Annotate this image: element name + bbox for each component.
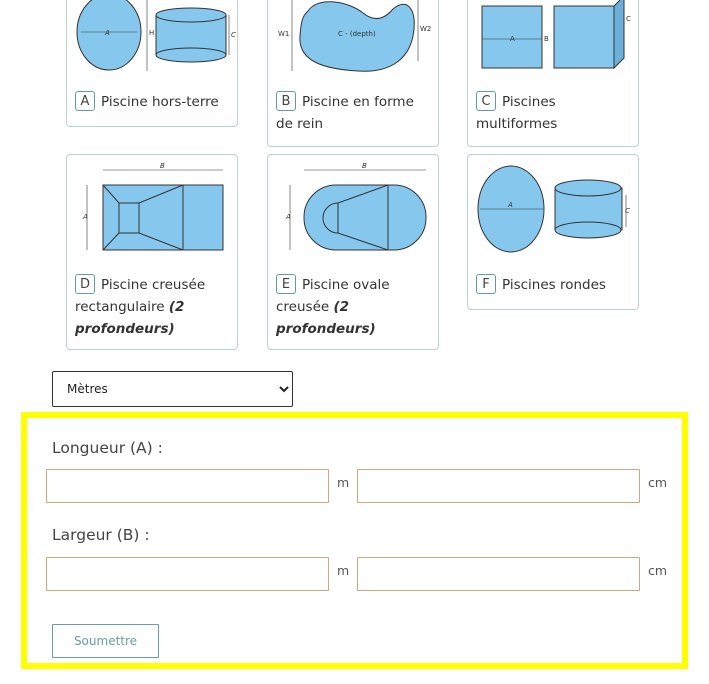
- shape-card-f[interactable]: [467, 154, 639, 310]
- letter-badge: B: [276, 91, 296, 111]
- svg-text:C: C: [231, 31, 236, 39]
- svg-text:W1: W1: [278, 30, 290, 38]
- length-meters-unit: m: [337, 475, 350, 490]
- length-meters-input[interactable]: [46, 469, 329, 503]
- svg-text:B: B: [362, 162, 367, 170]
- shape-label-d: D Piscine creusée rectangulaire (2 profondeurs): [75, 274, 231, 340]
- length-centimeters-unit: cm: [648, 475, 668, 490]
- svg-text:H: H: [149, 29, 155, 37]
- shape-label-e: E Piscine ovale creusée (2 profondeurs): [276, 274, 432, 340]
- rectangular-two-depth-pool-diagram: [67, 155, 239, 265]
- svg-text:A: A: [105, 29, 110, 37]
- shape-card-e[interactable]: [267, 154, 439, 350]
- shape-label-c: C Piscines multiformes: [476, 91, 632, 135]
- letter-badge: D: [75, 274, 95, 294]
- shape-card-c[interactable]: [467, 0, 639, 147]
- round-pool-diagram: [468, 155, 640, 265]
- shape-card-a[interactable]: [66, 0, 238, 127]
- svg-text:A: A: [83, 213, 88, 221]
- shape-card-d[interactable]: [66, 154, 238, 350]
- letter-badge: A: [75, 91, 95, 111]
- kidney-pool-diagram: [268, 0, 440, 91]
- width-centimeters-input[interactable]: [357, 557, 640, 591]
- width-meters-input[interactable]: [46, 557, 329, 591]
- svg-text:A: A: [510, 35, 515, 43]
- svg-text:W2: W2: [420, 25, 432, 33]
- shape-label-a: A Piscine hors-terre: [75, 91, 231, 113]
- width-meters-unit: m: [337, 563, 350, 578]
- shape-label-f: F Piscines rondes: [476, 274, 632, 296]
- shape-label-b: B Piscine en forme de rein: [276, 91, 432, 135]
- above-ground-pool-diagram: [67, 0, 239, 91]
- letter-badge: C: [476, 91, 496, 111]
- svg-text:B: B: [160, 162, 165, 170]
- multiform-pool-diagram: [468, 0, 640, 91]
- submit-button[interactable]: Soumettre: [52, 624, 159, 658]
- shape-card-b[interactable]: [267, 0, 439, 147]
- length-centimeters-input[interactable]: [357, 469, 640, 503]
- svg-text:C - (depth): C - (depth): [338, 30, 376, 38]
- svg-text:C: C: [625, 207, 630, 215]
- svg-text:B: B: [544, 35, 549, 43]
- svg-text:A: A: [508, 201, 513, 209]
- letter-badge: F: [476, 274, 496, 294]
- svg-text:A: A: [286, 213, 291, 221]
- oval-two-depth-pool-diagram: [268, 155, 440, 265]
- svg-text:C: C: [626, 15, 631, 23]
- letter-badge: E: [276, 274, 296, 294]
- unit-select[interactable]: [52, 371, 293, 407]
- width-label: Largeur (B) :: [52, 526, 150, 544]
- width-centimeters-unit: cm: [648, 563, 668, 578]
- length-label: Longueur (A) :: [52, 439, 163, 457]
